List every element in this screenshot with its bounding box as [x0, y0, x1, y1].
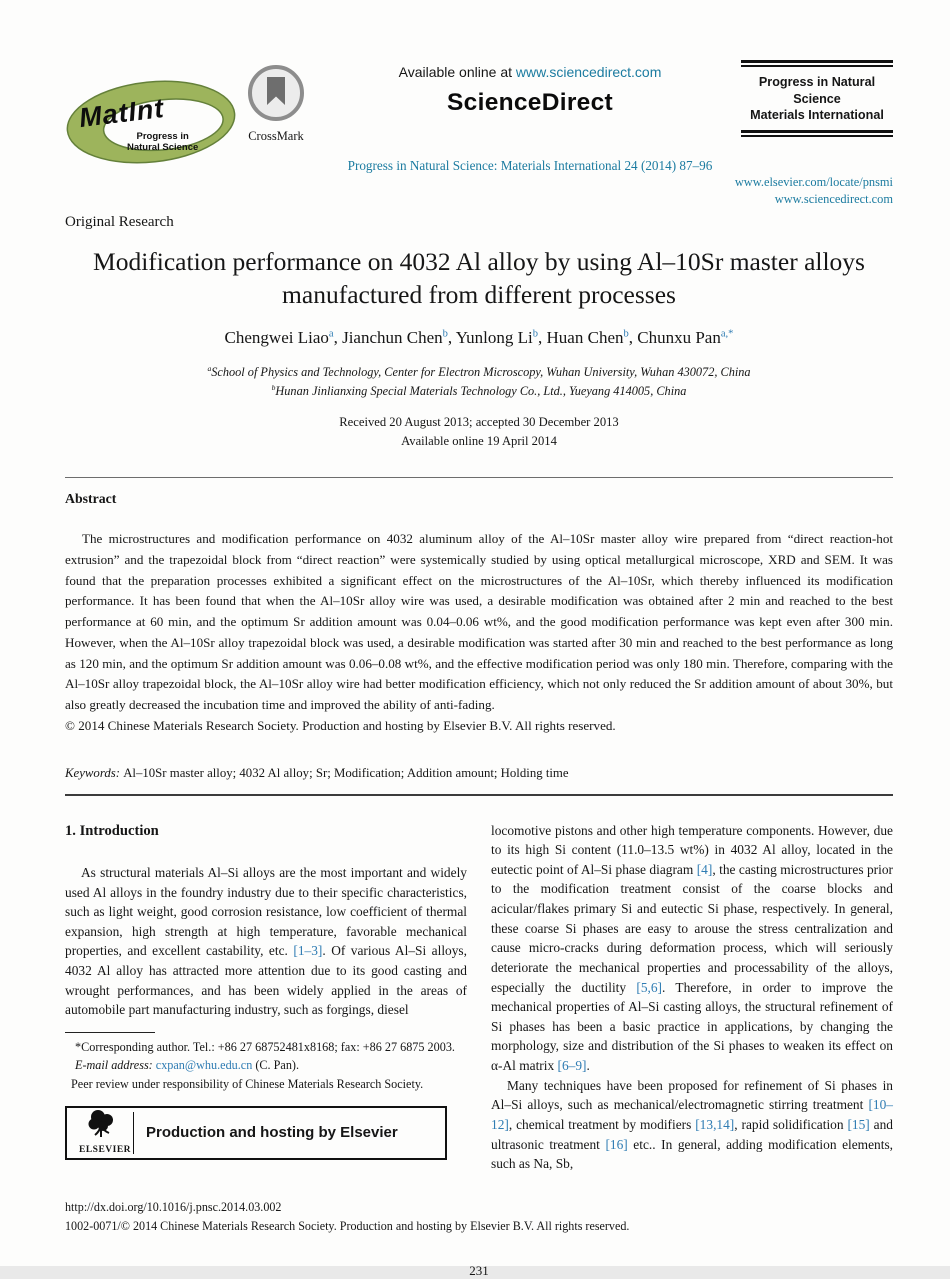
footnote-email [65, 1056, 467, 1074]
affiliations [65, 363, 893, 400]
footnote-peer-review: Peer review under responsibility of Chinese Materials Research Society. [71, 1076, 424, 1091]
elsevier-tree-icon [85, 1108, 119, 1140]
citation-ref[interactable]: [15] [847, 1116, 870, 1132]
keywords-line [65, 766, 893, 781]
text-segment: Hunan Jinlianxing Special Materials Technology Co., Ltd., Yueyang 414005, China [275, 383, 687, 398]
abstract-top-rule [65, 477, 893, 478]
affiliation-a [65, 363, 893, 382]
journal-box-rule [741, 130, 893, 133]
matint-logo-title: MatInt [77, 92, 166, 134]
text-segment: , Huan Chen [538, 328, 624, 348]
sciencedirect-link[interactable]: www.sciencedirect.com [515, 64, 662, 80]
text-segment: b [271, 382, 276, 392]
citation-ref[interactable]: [5,6] [636, 979, 663, 995]
email-link[interactable]: cxpan@whu.edu.cn [155, 1058, 253, 1073]
text-segment: , chemical treatment by modifiers [508, 1116, 696, 1132]
masthead-center [297, 64, 763, 173]
text-segment: . Therefore, in order to improve the mechanical properties of Al–Si casting alloys, the structural refinement of Si phases has been a basic practice in applications, by changing the morphology, size and distribution of the Si phases to weaken its effect on α-Al matrix [491, 979, 893, 1074]
elsevier-url-link[interactable]: www.elsevier.com/locate/pnsmi [734, 175, 893, 189]
sciencedirect-url-link[interactable]: www.sciencedirect.com [774, 191, 893, 206]
article-title [65, 246, 893, 311]
page-number: 231 [469, 1262, 489, 1278]
citation-ref[interactable]: [16] [605, 1136, 628, 1152]
article-title-line2: manufactured from different processes [282, 279, 676, 309]
text-segment: As structural materials Al–Si alloys are the most important and widely used Al alloys in the foundry industry due to their specific characteristics, such as light weight, good corrosion resistance, low coefficient of thermal expansion, high strength at high temperature, favorable mechanical properties, and excellent castability, etc. [65, 864, 467, 959]
elsevier-hosting-box [65, 1106, 447, 1160]
abstract-text: The microstructures and modification performance on 4032 aluminum alloy of the Al–10Sr master alloy wire prepared from “direct reaction-hot extrusion” and the trapezoidal block from “direct reaction” were systemically studied by using optical metallurgical microscope, XRD and SEM. It was found that the preparation processes exhibited a significant effect on the microstructures of the Al–10Sr, which thereby influenced its modification performance. It has been found that when the Al–10Sr alloy wire was used, a desirable modification was obtained after 2 min and reached to the best performance at 60 min, and the optimum Sr addition amount was 0.04–0.06 wt%, and the good modification performance was kept even after 300 min. However, when the Al–10Sr alloy trapezoidal block was used, a desirable modification was started after 30 min and reached to the best performance as long as 120 min, and the optimum Sr addition amount was 0.06–0.08 wt%, and the effective modification period was only 180 min. Therefore, comparing with the Al–10Sr alloy trapezoidal block, the Al–10Sr alloy wire had better modification efficiency, which not only reduced the Sr addition amount of about 30%, but also greatly decreased the incubation time and improved the ability of anti-fading. [65, 531, 893, 713]
footnote-contact: *Corresponding author. Tel.: +86 27 68752481x8168; fax: +86 27 6875 2003. [75, 1039, 455, 1054]
crossmark-label: CrossMark [248, 129, 304, 143]
elsevier-hosting-text: Production and hosting by Elsevier [146, 1123, 398, 1141]
corresponding-author-footnote [65, 1032, 467, 1093]
received-date: Received 20 August 2013; accepted 30 December 2013 [339, 415, 619, 430]
matint-sub-line1: Progress in [136, 131, 189, 142]
citation-ref[interactable]: [13,14] [695, 1116, 735, 1132]
two-column-body [65, 821, 893, 1174]
citation-ref[interactable]: [1–3] [293, 943, 323, 959]
article-type-label: Original Research [65, 214, 174, 230]
masthead [65, 60, 893, 210]
sciencedirect-logo: ScienceDirect [447, 89, 613, 116]
text-segment: . [586, 1058, 590, 1074]
text-segment: E-mail address: [75, 1058, 156, 1073]
online-date: Available online 19 April 2014 [401, 434, 557, 449]
text-segment: Al–10Sr master alloy; 4032 Al alloy; Sr; Modification; Addition amount; Holding time [123, 765, 569, 780]
footnote-rule [65, 1032, 155, 1033]
text-segment: locomotive pistons and other high temperature components. However, due to its high Si content (11.0–13.5 wt%) in 4032 Al alloy, located in the eutectic point of Al–Si phase diagram [491, 822, 893, 877]
page-footer [65, 1198, 893, 1237]
author-list [65, 328, 893, 348]
intro-paragraph-right-2 [491, 1076, 893, 1174]
article-dates [65, 413, 893, 451]
journal-title-line1: Progress in Natural [758, 75, 876, 89]
journal-urls [653, 174, 893, 207]
text-segment: b [623, 328, 629, 340]
section-heading-introduction: 1. Introduction [65, 822, 159, 839]
affiliation-b [65, 382, 893, 401]
citation-ref[interactable]: [4] [696, 861, 713, 877]
text-segment: , the casting microstructures prior to the modification treatment consist of the coarse blocks and acicular/flakes primary Si and eutectic Si phase, respectively. In general, these coarse Si phases are easy to arouse the stress centralization and cause micro-cracks during deformation process, which will seriously deteriorate the mechanical properties and processability of the alloys, especially the ductility [491, 861, 893, 995]
matint-logo-subtitle [127, 132, 198, 154]
text-segment: b [442, 328, 448, 340]
text-segment: b [532, 328, 539, 340]
text-segment: , Jianchun Chen [333, 328, 443, 348]
text-segment: and ultrasonic treatment [491, 1116, 893, 1152]
elsevier-logo-label: ELSEVIER [79, 1145, 132, 1156]
journal-box-rule [741, 60, 893, 63]
text-segment: Chengwei Liao [224, 328, 329, 348]
matint-journal-logo [65, 80, 237, 164]
text-segment: , Yunlong Li [447, 328, 533, 348]
citation-ref[interactable]: [10–12] [491, 1097, 893, 1132]
text-segment: a,* [720, 328, 734, 340]
text-segment: etc.. In general, adding modification elements, such as Na, Sb, [491, 1136, 894, 1172]
text-segment: . Of various Al–Si alloys, 4032 Al alloy has attracted more attention due to its good casting and wrought performances, and has been widely applied in the areas of automobile part manufacturing industry, such as forgings, diesel [65, 943, 467, 1018]
text-segment: Keywords: [65, 765, 124, 780]
text-segment: , rapid solidification [734, 1116, 848, 1132]
text-segment: (C. Pan). [252, 1058, 300, 1073]
text-segment: , Chunxu Pan [628, 328, 721, 348]
text-segment: School of Physics and Technology, Center for Electron Microscopy, Wuhan University, Wuhan 430072, China [211, 365, 751, 380]
abstract-copyright: © 2014 Chinese Materials Research Society. Production and hosting by Elsevier B.V. All rights reserved. [65, 717, 616, 733]
journal-box-rule [741, 135, 893, 137]
text-segment: a [328, 328, 334, 340]
journal-title-line3: Materials International [750, 108, 884, 123]
citation-ref[interactable]: [6–9] [557, 1058, 587, 1074]
abstract-heading: Abstract [65, 491, 117, 507]
right-column [491, 821, 893, 1174]
journal-citation: Progress in Natural Science: Materials International 24 (2014) 87–96 [347, 158, 713, 173]
text-segment: Available online at [398, 64, 516, 80]
doi-link[interactable]: http://dx.doi.org/10.1016/j.pnsc.2014.03.002 [65, 1199, 282, 1214]
journal-title-line2: Science [793, 91, 841, 106]
elsevier-box-divider [133, 1112, 134, 1154]
section-divider-rule [65, 794, 893, 796]
journal-title-box [741, 60, 893, 137]
intro-paragraph-left [65, 863, 467, 1020]
text-segment: a [207, 364, 212, 374]
available-online-line [297, 64, 763, 80]
left-column [65, 821, 467, 1174]
article-title-line1: Modification performance on 4032 Al alloy by using Al–10Sr master alloys [93, 247, 865, 276]
issn-copyright-line: 1002-0071/© 2014 Chinese Materials Research Society. Production and hosting by Elsevier B.V. All rights reserved. [65, 1219, 630, 1234]
journal-title [741, 67, 893, 130]
intro-paragraph-right-1 [491, 821, 893, 1076]
text-segment: Many techniques have been proposed for refinement of Si phases in Al–Si alloys, such as mechanical/electromagnetic stirring treatment [491, 1077, 893, 1113]
elsevier-logo [79, 1108, 132, 1159]
matint-sub-line2: Natural Science [127, 141, 199, 153]
